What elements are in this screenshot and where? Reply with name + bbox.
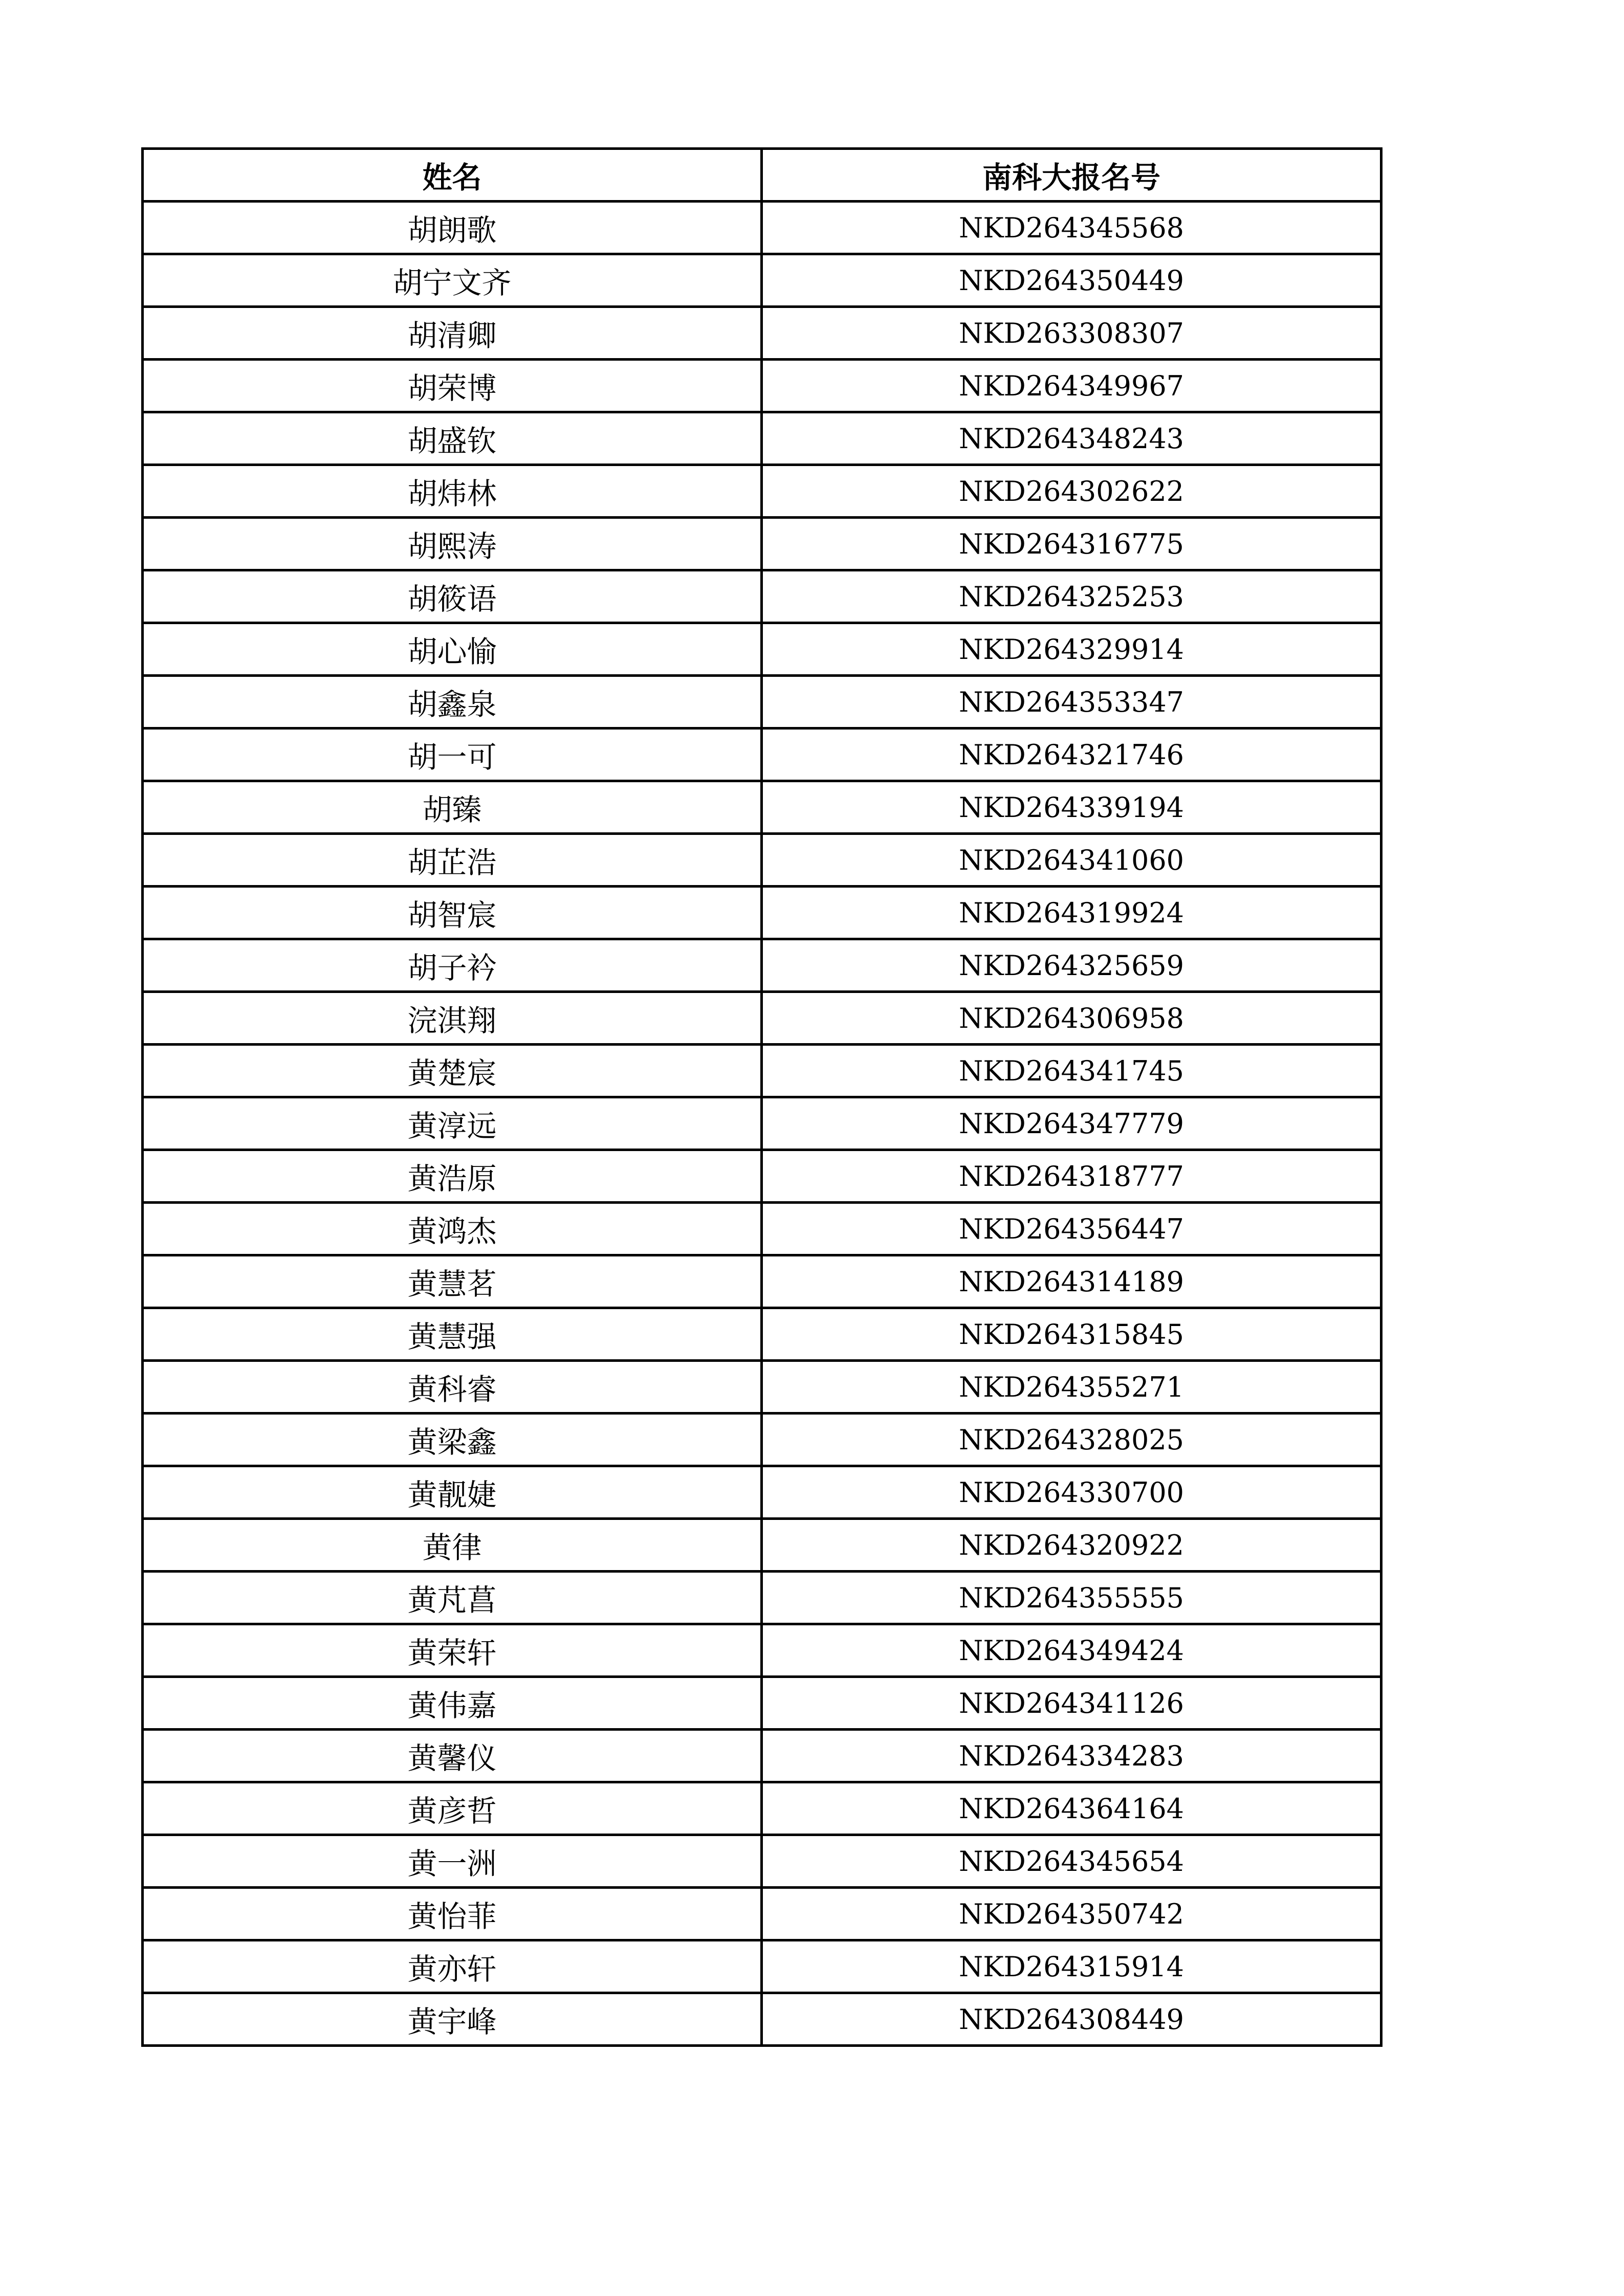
table-row [143,202,1381,254]
registration-number-cell: NKD264345568 [762,202,1381,254]
registration-number-cell: NKD264341060 [762,834,1381,887]
roster-body [143,202,1381,2046]
id-column-header: 南科大报名号 [762,149,1381,202]
student-name-cell: 黄鸿杰 [143,1203,762,1255]
table-row [143,307,1381,360]
registration-number-cell: NKD264302622 [762,465,1381,518]
student-name-cell: 浣淇翔 [143,992,762,1045]
table-row [143,887,1381,939]
student-name-cell: 黄宇峰 [143,1993,762,2046]
table-row [143,412,1381,465]
table-row [143,728,1381,781]
table-row [143,939,1381,992]
table-row [143,1993,1381,2046]
registration-number-cell: NKD264355555 [762,1572,1381,1624]
student-name-cell: 黄淳远 [143,1097,762,1150]
table-row [143,1045,1381,1097]
registration-number-cell: NKD264328025 [762,1414,1381,1466]
registration-number-cell: NKD264325659 [762,939,1381,992]
registration-number-cell: NKD264356447 [762,1203,1381,1255]
student-name-cell: 胡一可 [143,728,762,781]
student-name-cell: 黄律 [143,1519,762,1572]
registration-number-cell: NKD264318777 [762,1150,1381,1203]
table-row [143,1677,1381,1730]
table-row [143,254,1381,307]
registration-number-cell: NKD264321746 [762,728,1381,781]
registration-number-cell: NKD264364164 [762,1782,1381,1835]
student-name-cell: 胡鑫泉 [143,676,762,728]
table-row [143,1940,1381,1993]
student-name-cell: 黄梁鑫 [143,1414,762,1466]
registration-number-cell: NKD264308449 [762,1993,1381,2046]
student-name-cell: 黄科睿 [143,1361,762,1414]
student-name-cell: 胡盛钦 [143,412,762,465]
student-name-cell: 黄亦轩 [143,1940,762,1993]
registration-number-cell: NKD264306958 [762,992,1381,1045]
registration-number-cell: NKD264341126 [762,1677,1381,1730]
table-row [143,1150,1381,1203]
table-row [143,676,1381,728]
student-name-cell: 胡朗歌 [143,202,762,254]
student-name-cell: 胡芷浩 [143,834,762,887]
student-name-cell: 胡炜林 [143,465,762,518]
student-name-cell: 黄浩原 [143,1150,762,1203]
registration-number-cell: NKD264314189 [762,1255,1381,1308]
registration-number-cell: NKD264329914 [762,623,1381,676]
table-row [143,1466,1381,1519]
student-name-cell: 黄慧茗 [143,1255,762,1308]
student-name-cell: 黄怡菲 [143,1888,762,1940]
registration-number-cell: NKD264315914 [762,1940,1381,1993]
table-row [143,1361,1381,1414]
student-name-cell: 黄靓婕 [143,1466,762,1519]
student-name-cell: 胡荣博 [143,360,762,412]
registration-number-cell: NKD264349967 [762,360,1381,412]
table-row [143,781,1381,834]
student-name-cell: 黄伟嘉 [143,1677,762,1730]
student-name-cell: 胡清卿 [143,307,762,360]
student-name-cell: 黄楚宸 [143,1045,762,1097]
table-row [143,1519,1381,1572]
table-row [143,1782,1381,1835]
table-row [143,570,1381,623]
student-name-cell: 黄彦哲 [143,1782,762,1835]
student-name-cell: 胡智宸 [143,887,762,939]
table-row [143,1308,1381,1361]
registration-number-cell: NKD264330700 [762,1466,1381,1519]
registration-number-cell: NKD264350742 [762,1888,1381,1940]
table-row [143,1624,1381,1677]
registration-number-cell: NKD264334283 [762,1730,1381,1782]
registration-number-cell: NKD264348243 [762,412,1381,465]
table-row [143,465,1381,518]
student-name-cell: 黄芃菖 [143,1572,762,1624]
registration-number-cell: NKD263308307 [762,307,1381,360]
header-row [143,149,1381,202]
registration-number-cell: NKD264345654 [762,1835,1381,1888]
student-name-cell: 胡熙涛 [143,518,762,570]
student-name-cell: 胡臻 [143,781,762,834]
student-name-cell: 黄荣轩 [143,1624,762,1677]
name-column-header: 姓名 [143,149,762,202]
registration-number-cell: NKD264316775 [762,518,1381,570]
table-row [143,1414,1381,1466]
registration-number-cell: NKD264355271 [762,1361,1381,1414]
table-row [143,1572,1381,1624]
table-row [143,1255,1381,1308]
student-name-cell: 黄一洲 [143,1835,762,1888]
registration-number-cell: NKD264350449 [762,254,1381,307]
registration-number-cell: NKD264319924 [762,887,1381,939]
registration-number-cell: NKD264349424 [762,1624,1381,1677]
student-name-cell: 胡筱语 [143,570,762,623]
registration-number-cell: NKD264325253 [762,570,1381,623]
registration-number-cell: NKD264353347 [762,676,1381,728]
registration-number-cell: NKD264315845 [762,1308,1381,1361]
table-row [143,1888,1381,1940]
student-name-cell: 黄慧强 [143,1308,762,1361]
student-name-cell: 胡子衿 [143,939,762,992]
student-name-cell: 黄馨仪 [143,1730,762,1782]
table-row [143,1097,1381,1150]
table-row [143,992,1381,1045]
table-row [143,1203,1381,1255]
registration-number-cell: NKD264347779 [762,1097,1381,1150]
student-name-cell: 胡宁文齐 [143,254,762,307]
table-row [143,834,1381,887]
student-name-cell: 胡心愉 [143,623,762,676]
registration-number-cell: NKD264339194 [762,781,1381,834]
table-row [143,623,1381,676]
table-row [143,1730,1381,1782]
roster-table [141,147,1382,2047]
registration-number-cell: NKD264320922 [762,1519,1381,1572]
table-row [143,360,1381,412]
registration-number-cell: NKD264341745 [762,1045,1381,1097]
table-row [143,1835,1381,1888]
table-row [143,518,1381,570]
